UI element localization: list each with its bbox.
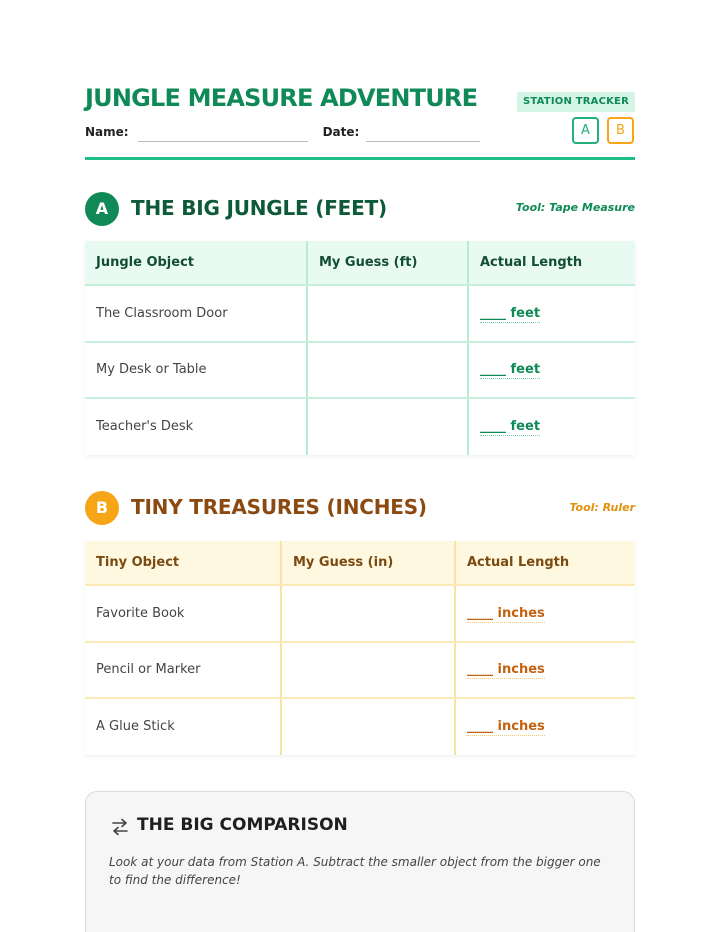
tracker-checkbox-a[interactable]: A [572, 117, 599, 144]
station-tracker-label: STATION TRACKER [517, 92, 635, 112]
blank-line: ____ [467, 719, 493, 735]
object-cell: A Glue Stick [85, 698, 281, 755]
actual-cell[interactable] [455, 698, 635, 755]
swap-arrows-icon [110, 817, 130, 837]
table-header-row [85, 241, 635, 285]
column-header: Tiny Object [85, 541, 281, 585]
section-a-badge: A [85, 192, 119, 226]
table-row [85, 642, 635, 699]
column-header: My Guess (ft) [307, 241, 468, 285]
object-cell: Teacher's Desk [85, 398, 307, 455]
section-a-title: THE BIG JUNGLE (FEET) [131, 196, 387, 220]
column-header: Actual Length [468, 241, 635, 285]
table-row [85, 342, 635, 399]
guess-cell[interactable] [307, 285, 468, 342]
section-b-badge: B [85, 491, 119, 525]
object-cell: My Desk or Table [85, 342, 307, 399]
section-b-title: TINY TREASURES (INCHES) [131, 495, 427, 519]
object-cell: The Classroom Door [85, 285, 307, 342]
guess-cell[interactable] [307, 342, 468, 399]
section-b-tool: Tool: Ruler [569, 501, 635, 514]
blank-line: ____ [480, 362, 506, 378]
object-cell: Favorite Book [85, 585, 281, 642]
guess-cell[interactable] [281, 642, 455, 699]
unit-label: inches [497, 662, 545, 678]
unit-label: feet [510, 305, 541, 321]
page-title: JUNGLE MEASURE ADVENTURE [85, 84, 478, 112]
unit-label: inches [497, 719, 545, 735]
object-cell: Pencil or Marker [85, 642, 281, 699]
comparison-instructions: Look at your data from Station A. Subtract the smaller object from the bigger one to find the difference! [109, 855, 601, 887]
date-field[interactable] [366, 125, 480, 142]
table-header-row [85, 541, 635, 585]
guess-cell[interactable] [281, 698, 455, 755]
name-date-row [85, 125, 480, 142]
table-row [85, 585, 635, 642]
blank-line: ____ [467, 662, 493, 678]
actual-cell[interactable] [455, 585, 635, 642]
unit-label: feet [510, 419, 541, 435]
table-row [85, 398, 635, 455]
name-field[interactable] [138, 125, 308, 142]
section-a-tool: Tool: Tape Measure [515, 201, 635, 214]
unit-label: feet [510, 362, 541, 378]
unit-label: inches [497, 605, 545, 621]
section-a-table [85, 241, 635, 455]
blank-line: ____ [480, 419, 506, 435]
table-row [85, 285, 635, 342]
blank-line: ____ [467, 605, 493, 621]
blank-line: ____ [480, 305, 506, 321]
header-divider [85, 157, 635, 160]
date-label: Date: [322, 125, 360, 139]
comparison-title: THE BIG COMPARISON [137, 815, 348, 835]
guess-cell[interactable] [281, 585, 455, 642]
table-row [85, 698, 635, 755]
section-b-table [85, 541, 635, 755]
actual-cell[interactable] [455, 642, 635, 699]
column-header: My Guess (in) [281, 541, 455, 585]
column-header: Actual Length [455, 541, 635, 585]
actual-cell[interactable] [468, 342, 635, 399]
actual-cell[interactable] [468, 398, 635, 455]
tracker-checkbox-b[interactable]: B [607, 117, 634, 144]
guess-cell[interactable] [307, 398, 468, 455]
name-label: Name: [85, 125, 129, 139]
column-header: Jungle Object [85, 241, 307, 285]
actual-cell[interactable] [468, 285, 635, 342]
comparison-card [85, 791, 635, 932]
